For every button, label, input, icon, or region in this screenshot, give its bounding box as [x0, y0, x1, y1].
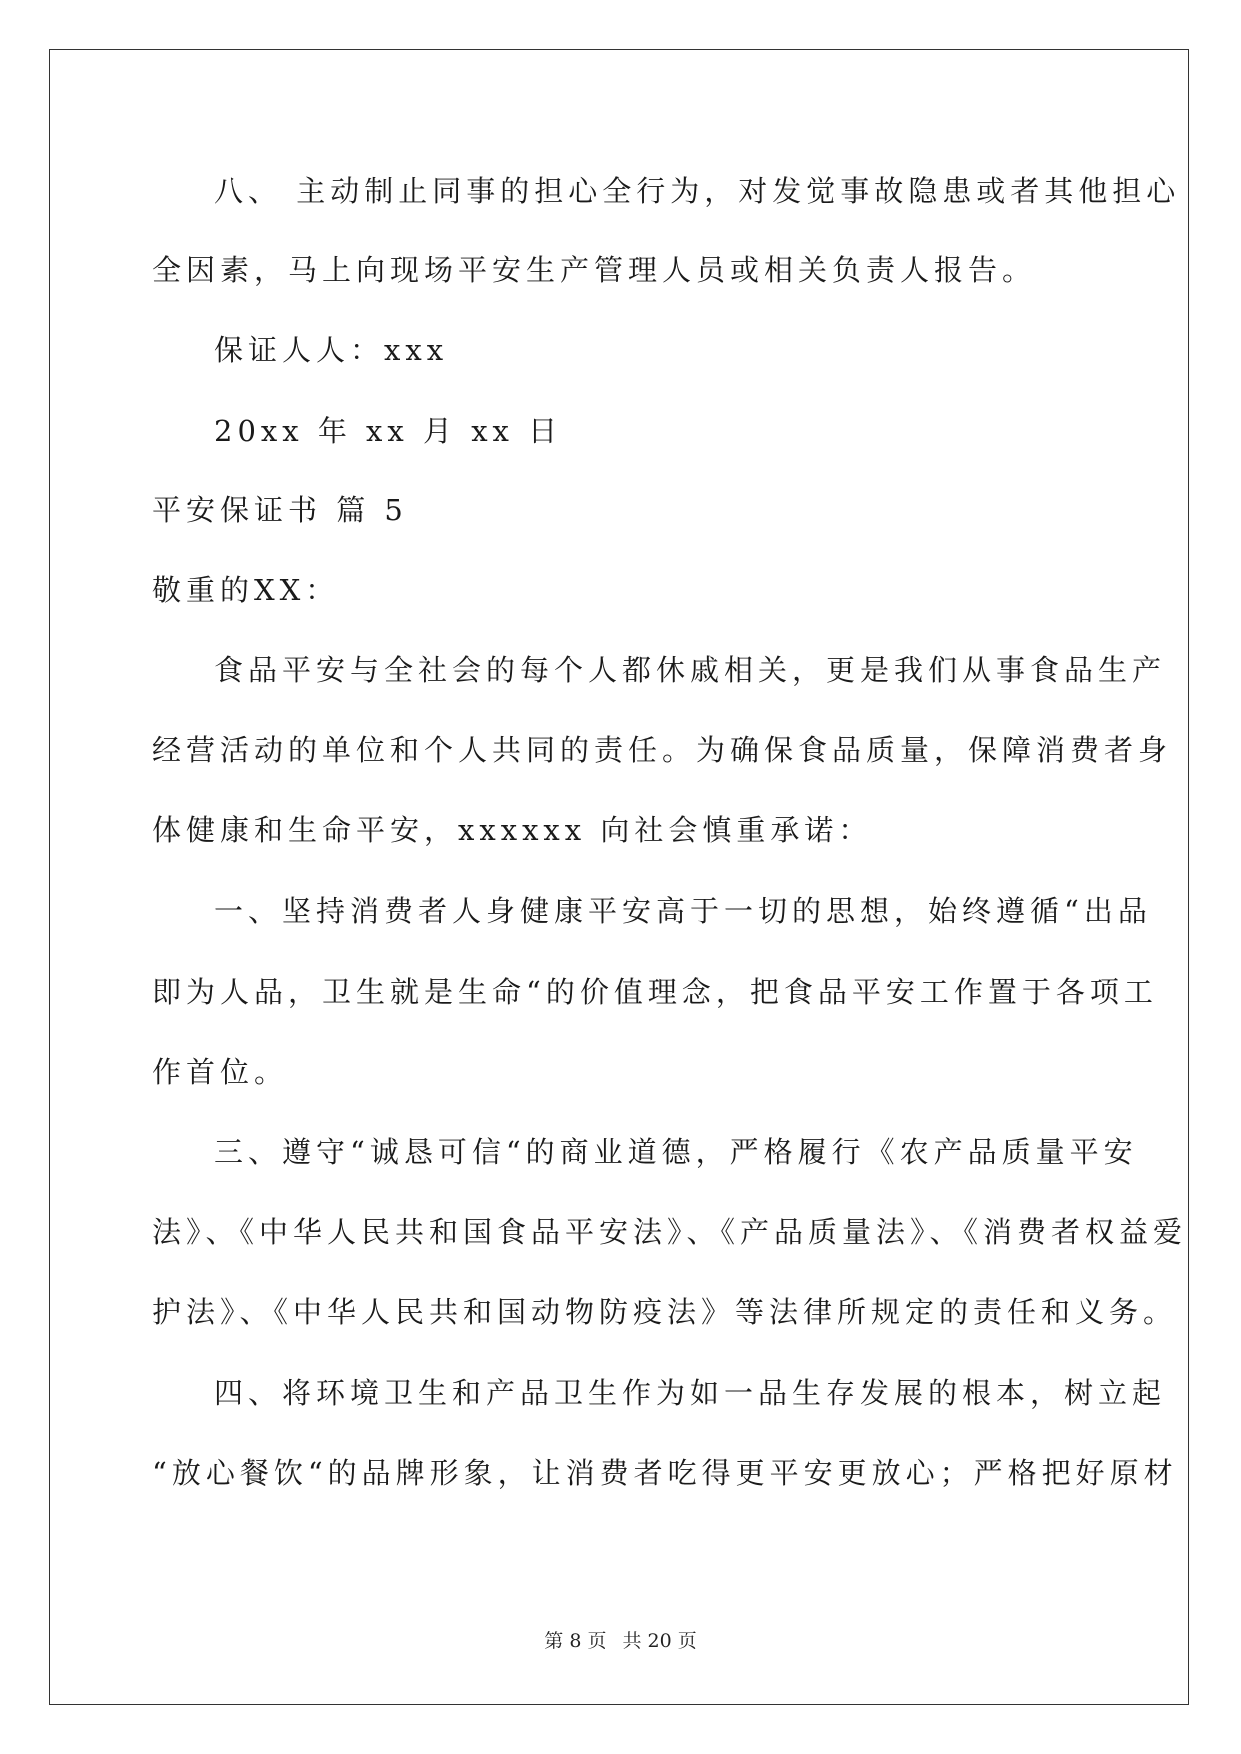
section-title: 平安保证书 篇 5 — [152, 493, 408, 527]
paragraph-line: 食品平安与全社会的每个人都休戚相关，更是我们从事食品生产 — [214, 653, 1167, 687]
paragraph-line: 作首位。 — [152, 1055, 289, 1089]
paragraph-line: 四、将环境卫生和产品卫生作为如一品生存发展的根本，树立起 — [214, 1376, 1167, 1410]
date-line: 20xx 年 xx 月 xx 日 — [214, 414, 563, 448]
page-footer — [0, 1629, 1241, 1653]
paragraph-line: 法》、《中华人民共和国食品平安法》、《产品质量法》、《消费者权益爱 — [152, 1215, 1188, 1249]
signature-line: 保证人人：xxx — [214, 333, 449, 367]
paragraph-line: 护法》、《中华人民共和国动物防疫法》等法律所规定的责任和义务。 — [152, 1295, 1178, 1329]
page-number: 第 8 页 — [544, 1630, 607, 1652]
paragraph-line: 全因素，马上向现场平安生产管理人员或相关负责人报告。 — [152, 253, 1037, 287]
paragraph-line: 三、遵守“诚恳可信“的商业道德，严格履行《农产品质量平安 — [214, 1135, 1138, 1169]
paragraph-line: 体健康和生命平安，xxxxxx 向社会慎重承诺： — [152, 813, 873, 847]
paragraph-line: 一、坚持消费者人身健康平安高于一切的思想，始终遵循“出品 — [214, 894, 1152, 928]
paragraph-line: 即为人品，卫生就是生命“的价值理念，把食品平安工作置于各项工 — [152, 975, 1158, 1009]
paragraph-line: 八、 主动制止同事的担心全行为，对发觉事故隐患或者其他担心 — [214, 174, 1181, 208]
paragraph-line: “放心餐饮“的品牌形象，让消费者吃得更平安更放心；严格把好原材 — [152, 1456, 1178, 1490]
paragraph-line: 经营活动的单位和个人共同的责任。为确保食品质量，保障消费者身 — [152, 733, 1173, 767]
page-total: 共 20 页 — [622, 1630, 697, 1652]
salutation: 敬重的XX： — [152, 573, 340, 607]
